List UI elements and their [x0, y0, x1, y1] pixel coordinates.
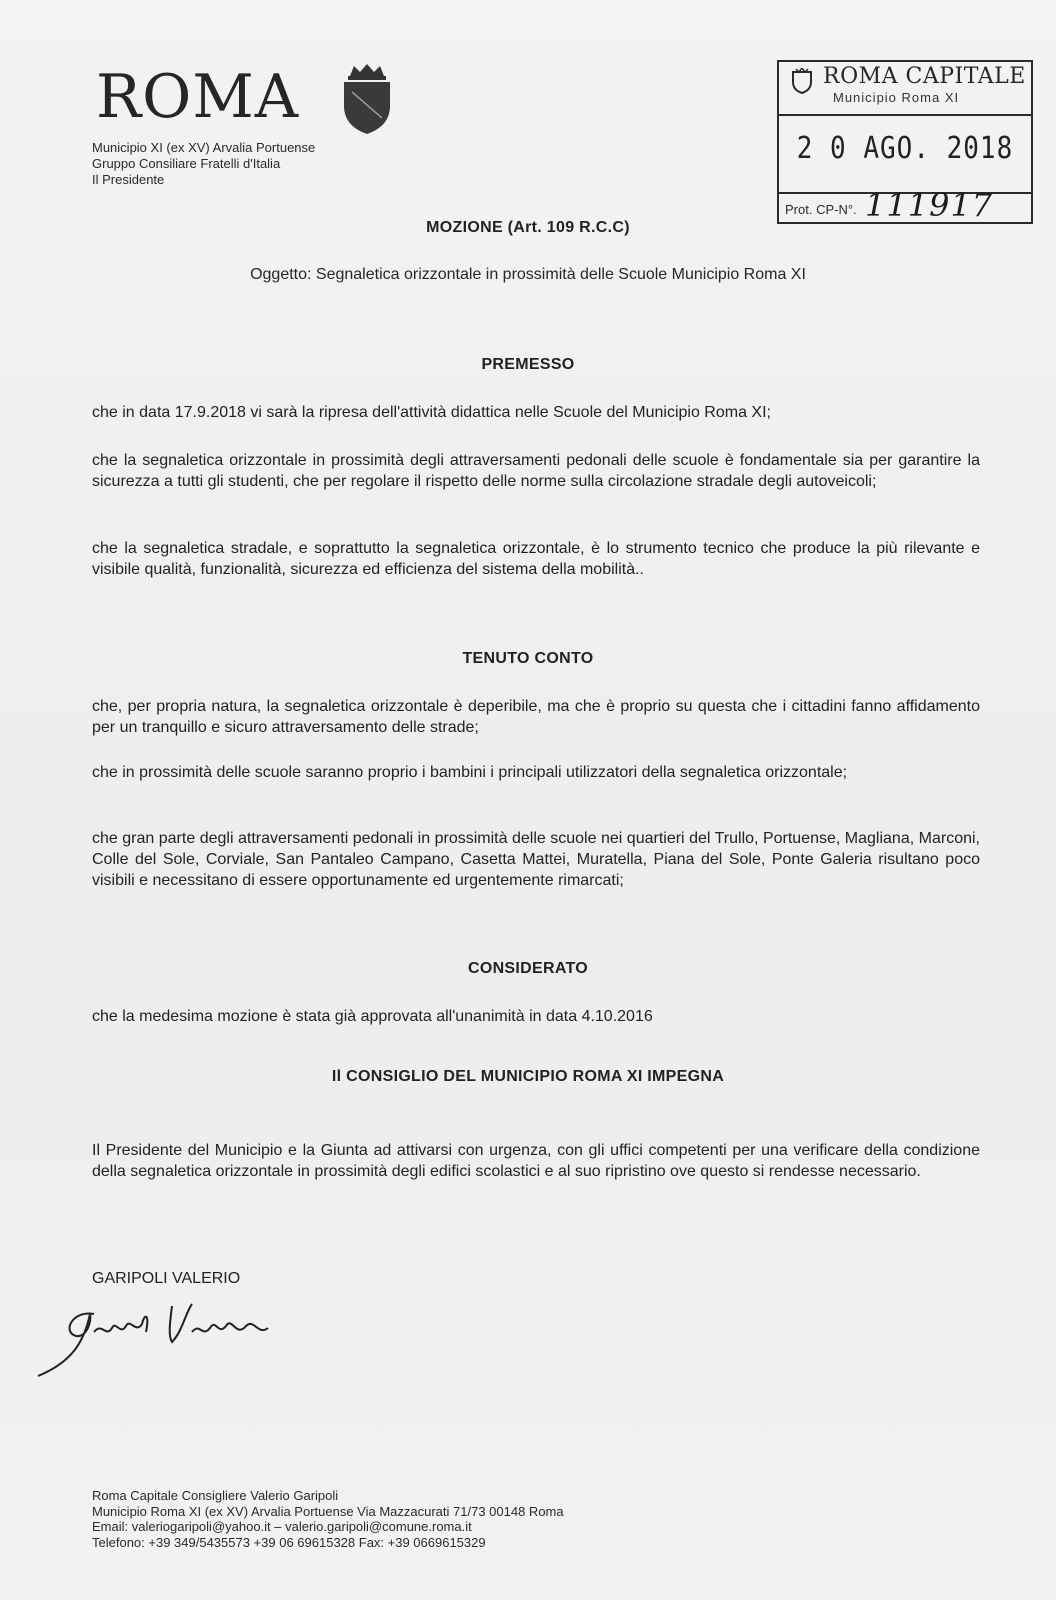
- stamp-emblem-icon: [791, 68, 813, 94]
- spqr-crest-icon: [338, 62, 396, 136]
- stamp-org: ROMA CAPITALE: [823, 64, 1026, 89]
- issuer-block: [92, 140, 315, 188]
- issuer-line: Municipio XI (ex XV) Arvalia Portuense: [92, 140, 316, 155]
- issuer-line: Il Presidente: [92, 172, 165, 187]
- logo-wordmark: ROMA: [96, 62, 300, 132]
- paragraph: che gran parte degli attraversamenti pedonali in prossimità delle scuole nei quartieri del Trullo, Portuense, Magliana, Marconi, Colle del Sole, Corviale, San Pantaleo Campano, Casetta Mattei, Muratella, Piana del Sole, Ponte Galeria risultano poco visibili e necessitano di essere opportunamente ed urgentemente rimarcati;: [92, 830, 980, 889]
- section-heading-considerato: CONSIDERATO: [467, 960, 589, 977]
- contact-footer: [92, 1488, 564, 1550]
- paragraph: che in prossimità delle scuole saranno proprio i bambini i principali utilizzatori della segnaletica orizzontale;: [92, 764, 848, 781]
- signer-name: GARIPOLI VALERIO: [92, 1270, 241, 1287]
- protocol-number: 111917: [865, 186, 994, 224]
- paragraph: Il Presidente del Municipio e la Giunta ad attivarsi con urgenza, con gli uffici competenti per una verificare della condizione della segnaletica orizzontale in prossimità degli edifici scolastici e al suo ripristino ove questo si rendesse necessario.: [92, 1142, 980, 1180]
- section-heading-premesso: PREMESSO: [481, 356, 575, 373]
- paragraph: che, per propria natura, la segnaletica orizzontale è deperibile, ma che è proprio su questa che i cittadini fanno affidamento per un tranquillo e sicuro attraversamento delle strade;: [92, 698, 980, 736]
- handwritten-signature: [32, 1292, 292, 1382]
- stamp-date: 2 0 AGO. 2018: [796, 131, 1014, 167]
- paragraph: che in data 17.9.2018 vi sarà la ripresa dell'attività didattica nelle Scuole del Municipio Roma XI;: [92, 404, 771, 421]
- footer-line: Roma Capitale Consigliere Valerio Garipoli: [92, 1488, 339, 1503]
- paragraph: che la medesima mozione è stata già approvata all'unanimità in data 4.10.2016: [92, 1008, 653, 1025]
- document-subject: Oggetto: Segnaletica orizzontale in prossimità delle Scuole Municipio Roma XI: [250, 266, 806, 283]
- section-heading-impegna: Il CONSIGLIO DEL MUNICIPIO ROMA XI IMPEGNA: [331, 1068, 725, 1085]
- footer-line: Telefono: +39 349/5435573 +39 06 69615328 Fax: +39 0669615329: [92, 1534, 486, 1550]
- footer-line: Email: valeriogaripoli@yahoo.it – valerio.garipoli@comune.roma.it: [92, 1519, 472, 1534]
- protocol-stamp: [777, 60, 1033, 224]
- section-heading-tenuto-conto: TENUTO CONTO: [462, 650, 594, 667]
- footer-line: Municipio Roma XI (ex XV) Arvalia Portuense Via Mazzacurati 71/73 00148 Roma: [92, 1503, 564, 1519]
- paragraph: che la segnaletica stradale, e soprattutto la segnaletica orizzontale, è lo strumento tecnico che produce la più rilevante e visibile qualità, funzionalità, sicurezza ed efficienza del sistema della mobilità..: [92, 540, 980, 578]
- document-title: MOZIONE (Art. 109 R.C.C): [426, 219, 630, 236]
- stamp-header: [779, 62, 1031, 116]
- issuer-line: Gruppo Consiliare Fratelli d'Italia: [92, 156, 281, 171]
- paragraph: che la segnaletica orizzontale in prossimità degli attraversamenti pedonali delle scuole è fondamentale sia per garantire la sicurezza a tutti gli studenti, che per regolare il rispetto delle norme sulla circolazione stradale degli autoveicoli;: [92, 452, 980, 490]
- stamp-subtitle: Municipio Roma XI: [833, 90, 960, 105]
- protocol-label: Prot. CP-N°.: [785, 202, 857, 217]
